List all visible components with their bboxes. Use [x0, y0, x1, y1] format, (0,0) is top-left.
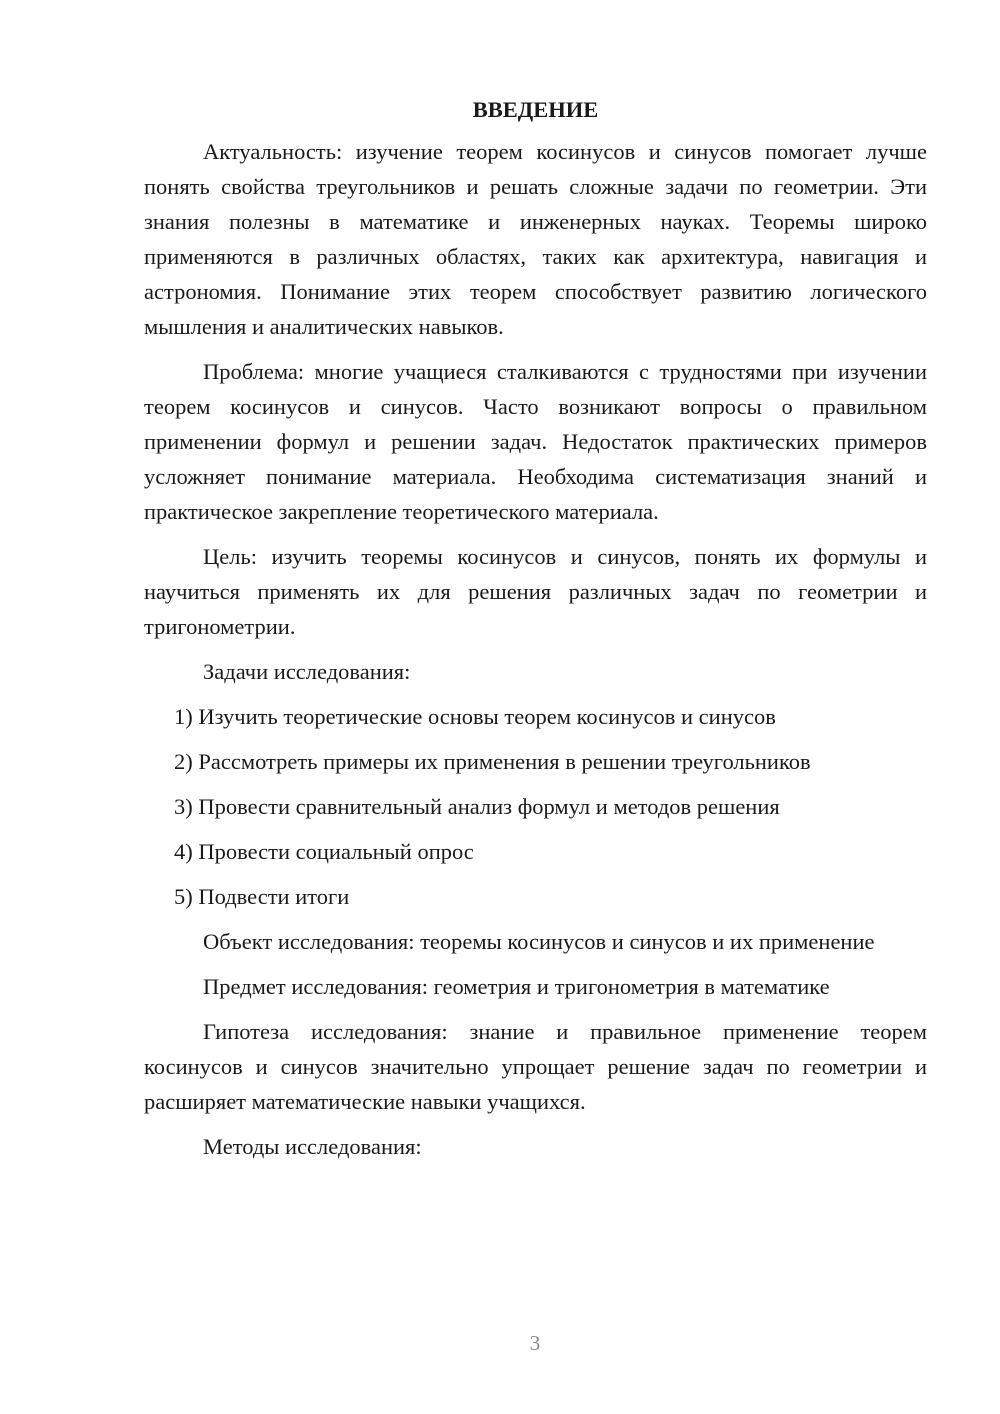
paragraph-problem: Проблема: многие учащиеся сталкиваются с трудностями при изучении теорем косинусов и синусов. Часто возникают вопросы о правильном применении формул и решении задач. Недостаток практических примеров усложняет понимание материала. Необходима систематизация знаний и практическое закрепление теоретического материала. [144, 359, 927, 524]
list-item: 4) Провести социальный опрос [174, 839, 474, 864]
paragraph-hypothesis: Гипотеза исследования: знание и правильное применение теорем косинусов и синусов значительно упрощает решение задач по геометрии и расширяет математические навыки учащихся. [144, 1019, 927, 1114]
page-content [144, 92, 927, 1174]
paragraph-subject: Предмет исследования: геометрия и тригонометрия в математике [203, 974, 830, 999]
list-item: 2) Рассмотреть примеры их применения в решении треугольников [174, 749, 811, 774]
list-item: 1) Изучить теоретические основы теорем косинусов и синусов [174, 704, 776, 729]
tasks-list [144, 699, 927, 914]
paragraph-tasks-heading: Задачи исследования: [203, 659, 411, 684]
paragraph-goal: Цель: изучить теоремы косинусов и синусов, понять их формулы и научиться применять их для решения различных задач по геометрии и тригонометрии. [144, 544, 927, 639]
paragraph-relevance: Актуальность: изучение теорем косинусов и синусов помогает лучше понять свойства треугольников и решать сложные задачи по геометрии. Эти знания полезны в математике и инженерных науках. Теоремы широко применяются в различных областях, таких как архитектура, навигация и астрономия. Понимание этих теорем способствует развитию логического мышления и аналитических навыков. [144, 139, 927, 339]
list-item: 3) Провести сравнительный анализ формул и методов решения [174, 794, 780, 819]
page-number: 3 [529, 1331, 541, 1355]
section-title: ВВЕДЕНИЕ [472, 97, 599, 122]
list-item: 5) Подвести итоги [174, 884, 350, 909]
paragraph-methods-heading: Методы исследования: [203, 1134, 422, 1159]
paragraph-object: Объект исследования: теоремы косинусов и синусов и их применение [203, 929, 875, 954]
